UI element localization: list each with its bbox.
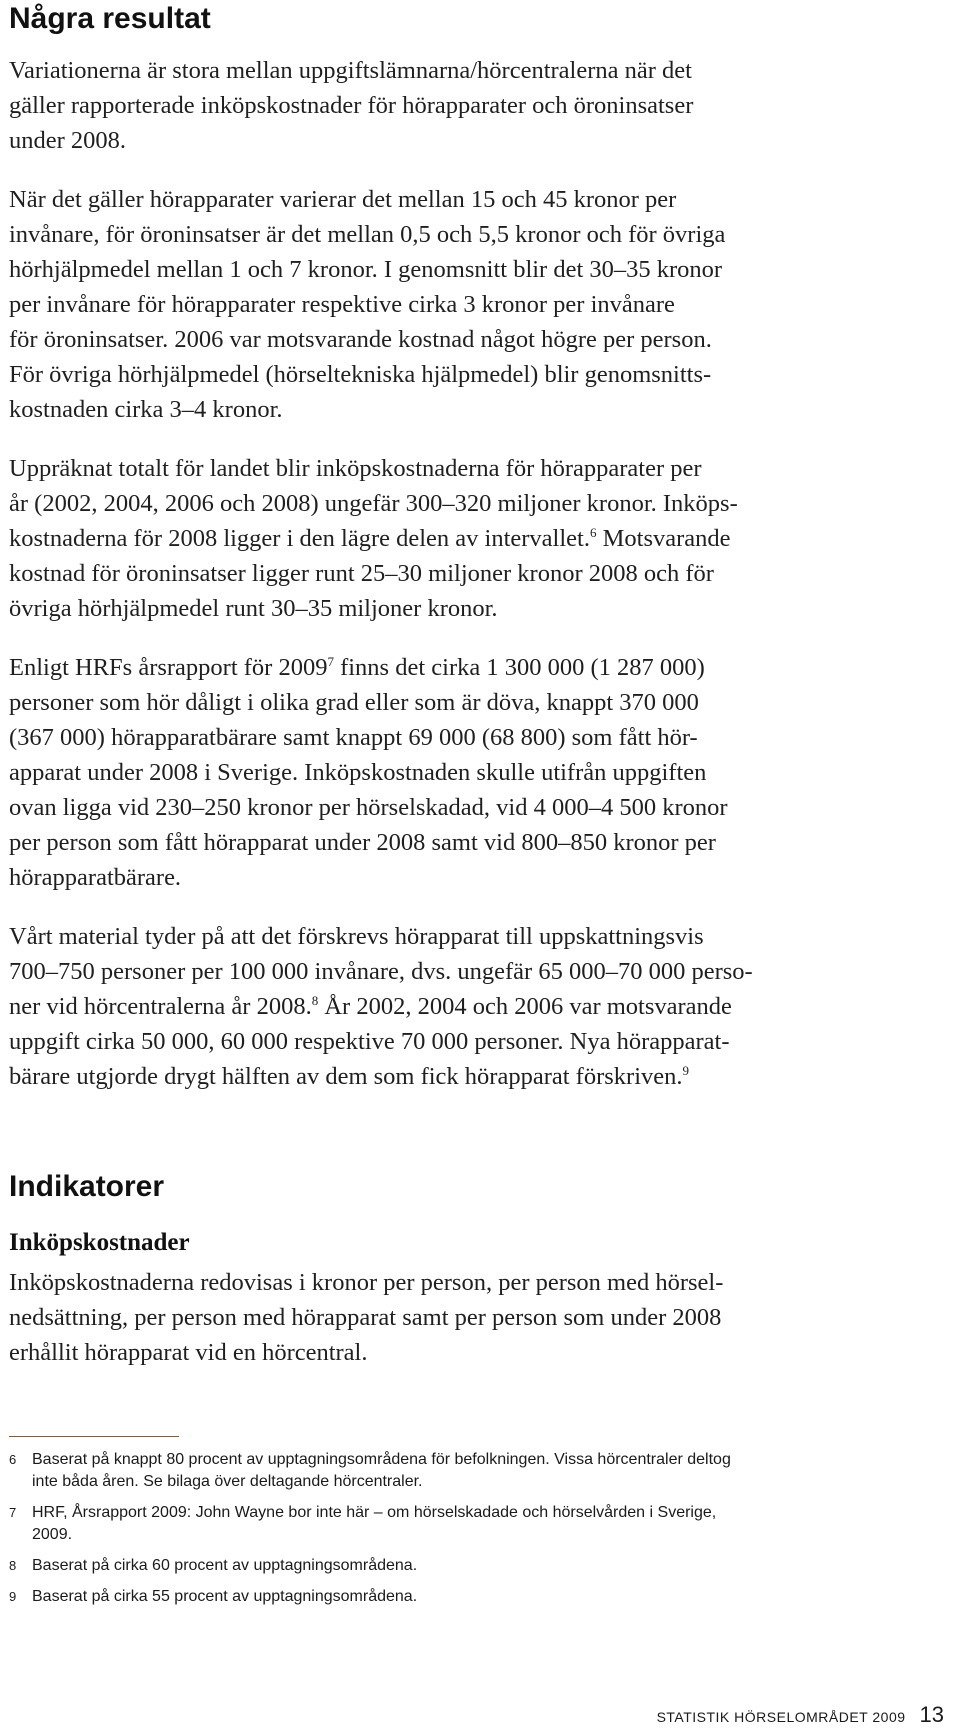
footnote-text: Baserat på cirka 55 procent av upptagningsområdena. [32, 1588, 418, 1605]
paragraph-text: Motsvarande kostnad för öroninsatser ligger runt 25–30 miljoner kronor 2008 och för övriga hörhjälpmedel runt 30–35 miljoner kronor. [9, 525, 731, 622]
paragraph-horapparater-kostnad: När det gäller hörapparater varierar det mellan 15 och 45 kronor per invånare, för öroninsatser är det mellan 0,5 och 5,5 kronor och för övriga hörhjälpmedel mellan 1 och 7 kronor. I genomsnitt blir det 30–35 kronor per invånare för hörapparater respektive cirka 3 kronor per invånare för öroninsatser. 2006 var motsvarande kostnad något högre per person. För övriga hörhjälpmedel (hörseltekniska hjälpmedel) blir genomsnitts- kostnaden cirka 3–4 kronor. [9, 186, 726, 423]
paragraph-inkopskostnader: Inköpskostnaderna redovisas i kronor per person, per person med hörsel- nedsättning, per person med hörapparat samt per person som under 2008 erhållit hörapparat vid en hörcentral. [9, 1269, 724, 1366]
footnote-text: Baserat på cirka 60 procent av upptagningsområdena. [32, 1557, 418, 1574]
page-number: 13 [919, 1702, 944, 1727]
inkopskostnader-subheading: Inköpskostnader [9, 1229, 190, 1256]
paragraph-variationer: Variationerna är stora mellan uppgiftslämnarna/hörcentralerna när det gäller rapporterade inköpskostnader för hörapparater och öroninsatser under 2008. [9, 57, 694, 154]
footer-publication-title: STATISTIK HÖRSELOMRÅDET 2009 [656, 1709, 906, 1725]
footnote-number: 7 [9, 1505, 17, 1520]
footnote-7 [9, 1502, 929, 1546]
paragraph-text: År 2002, 2004 och 2006 var motsvarande uppgift cirka 50 000, 60 000 respektive 70 000 personer. Nya hörapparat- bärare utgjorde drygt hälften av dem som fick hörapparat förskriven. [9, 993, 732, 1090]
footnote-divider [9, 1436, 179, 1437]
footnote-ref-9[interactable]: 9 [682, 1062, 689, 1078]
paragraph-upprakning-totalt [9, 451, 939, 626]
footnote-number: 9 [9, 1589, 17, 1604]
document-page [9, 0, 939, 1370]
section-title: Några resultat [9, 2, 211, 35]
footnote-ref-6[interactable]: 6 [589, 524, 597, 540]
footnote-text: Baserat på knappt 80 procent av upptagningsområdena för befolkningen. Vissa hörcentraler deltog inte båda åren. Se bilaga över deltagande hörcentraler. [32, 1451, 731, 1490]
footnote-number: 6 [9, 1452, 17, 1467]
footnotes [9, 1449, 929, 1617]
paragraph-hrf-arsrapport [9, 650, 939, 895]
footnote-text: HRF, Årsrapport 2009: John Wayne bor inte här – om hörselskadade och hörselvården i Sverige, 2009. [32, 1504, 717, 1543]
indikatorer-heading: Indikatorer [9, 1170, 165, 1203]
paragraph-text: Vårt material tyder på att det förskrevs hörapparat till uppskattningsvis 700–750 personer per 100 000 invånare, dvs. ungefär 65 000–70 000 perso- ner vid hörcentralerna år 2008. [9, 923, 753, 1020]
footnote-6 [9, 1449, 929, 1493]
footnote-9 [9, 1586, 929, 1608]
footnote-ref-7[interactable]: 7 [327, 653, 334, 669]
page-footer [657, 1702, 944, 1728]
paragraph-vart-material [9, 919, 939, 1094]
footnote-number: 8 [9, 1558, 17, 1573]
paragraph-text: Enligt HRFs årsrapport för 2009 [9, 654, 328, 681]
paragraph-text: finns det cirka 1 300 000 (1 287 000) personer som hör dåligt i olika grad eller som är döva, knappt 370 000 (367 000) hörapparatbärare samt knappt 69 000 (68 800) som fått hör- apparat under 2008 i Sverige. Inköpskostnaden skulle utifrån uppgiften ovan ligga vid 230–250 kronor per hörselskadad, vid 4 000–4 500 kronor per person som fått hörapparat under 2008 samt vid 800–850 kronor per hörapparatbärare. [9, 654, 728, 891]
footnote-ref-8[interactable]: 8 [311, 992, 319, 1008]
footnote-8 [9, 1555, 929, 1577]
paragraph-text: Uppräknat totalt för landet blir inköpskostnaderna för hörapparater per år (2002, 2004, 2006 och 2008) ungefär 300–320 miljoner kronor. Inköps- kostnaderna för 2008 ligger i den lägre delen av intervallet. [9, 455, 738, 552]
